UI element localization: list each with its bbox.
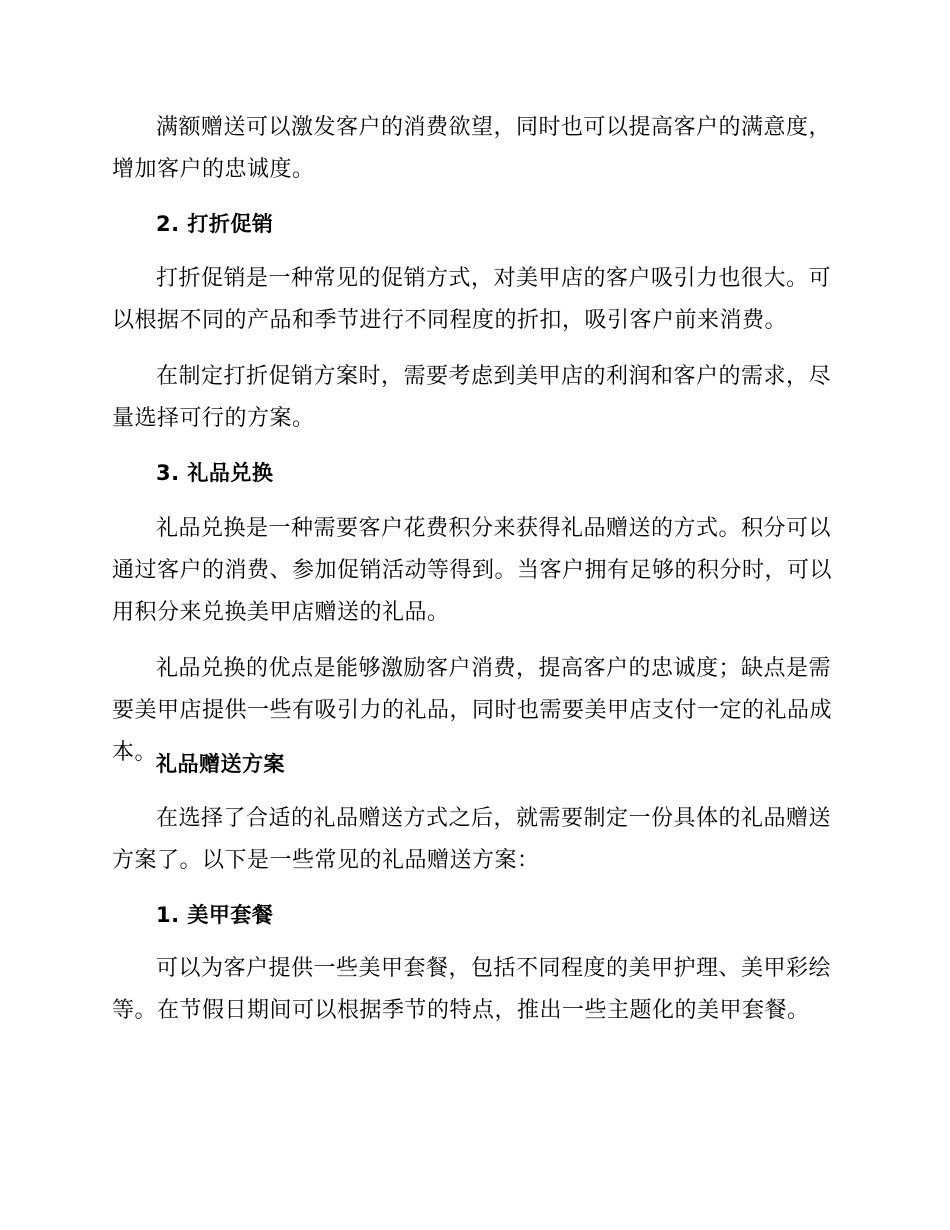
paragraph-gift-plan-intro: 在选择了合适的礼品赠送方式之后，就需要制定一份具体的礼品赠送方案了。以下是一些常见的礼品赠送方案： xyxy=(112,806,832,873)
heading-gift-exchange: 3. 礼品兑换 xyxy=(156,461,274,485)
heading-gift-plan: 礼品赠送方案 xyxy=(156,752,285,776)
paragraph-full-gift-benefits: 满额赠送可以激发客户的消费欲望，同时也可以提高客户的满意度，增加客户的忠诚度。 xyxy=(112,115,832,182)
paragraph-nail-package: 可以为客户提供一些美甲套餐，包括不同程度的美甲护理、美甲彩绘等。在节假日期间可以根据季节的特点，推出一些主题化的美甲套餐。 xyxy=(112,956,832,1023)
paragraph-discount-plan: 在制定打折促销方案时，需要考虑到美甲店的利润和客户的需求，尽量选择可行的方案。 xyxy=(112,364,832,431)
paragraph-discount-intro: 打折促销是一种常见的促销方式，对美甲店的客户吸引力也很大。可以根据不同的产品和季节进行不同程度的折扣，吸引客户前来消费。 xyxy=(112,266,832,333)
heading-nail-package: 1. 美甲套餐 xyxy=(156,903,274,927)
paragraph-gift-exchange-pros-cons: 礼品兑换的优点是能够激励客户消费，提高客户的忠诚度；缺点是需要美甲店提供一些有吸引力的礼品，同时也需要美甲店支付一定的礼品成本。 xyxy=(112,656,833,765)
heading-discount-promotion: 2. 打折促销 xyxy=(156,212,274,236)
paragraph-gift-exchange-intro: 礼品兑换是一种需要客户花费积分来获得礼品赠送的方式。积分可以通过客户的消费、参加促销活动等得到。当客户拥有足够的积分时，可以用积分来兑换美甲店赠送的礼品。 xyxy=(112,516,833,625)
